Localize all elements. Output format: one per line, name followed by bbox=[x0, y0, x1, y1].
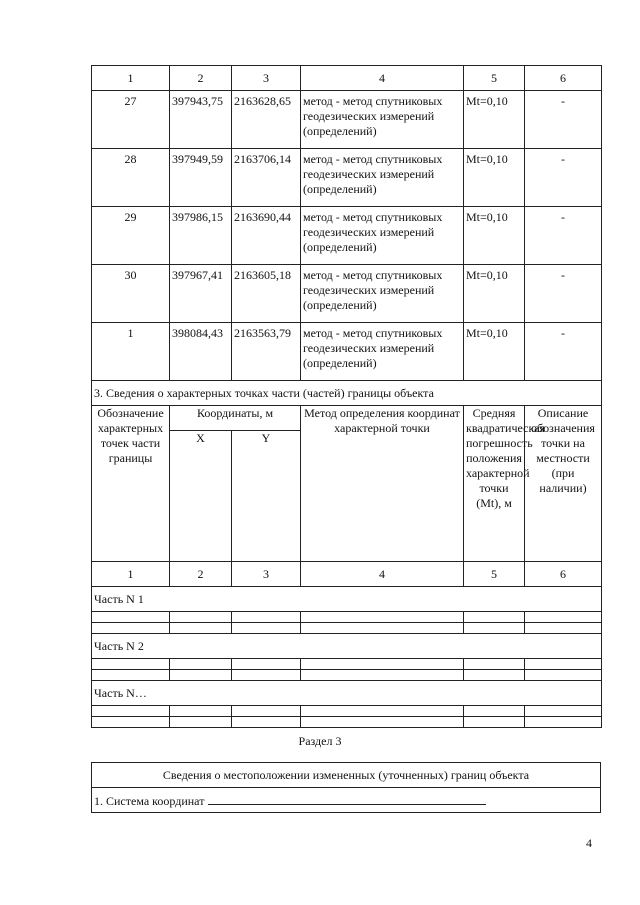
table-row bbox=[92, 323, 602, 381]
column-number-row bbox=[92, 66, 602, 91]
section3-table bbox=[91, 762, 601, 813]
header-y: Y bbox=[232, 431, 301, 562]
description-value: - bbox=[525, 149, 602, 207]
table-row bbox=[92, 265, 602, 323]
error-value: Mt=0,10 bbox=[464, 207, 525, 265]
method-text: метод - метод спутниковых геодезических измерений (определений) bbox=[301, 91, 464, 149]
description-value: - bbox=[525, 265, 602, 323]
empty-row bbox=[92, 623, 602, 634]
part-label: Часть N… bbox=[92, 681, 602, 706]
header-description: Описание обозначения точки на местности (при наличии) bbox=[525, 406, 602, 562]
part-row bbox=[92, 681, 602, 706]
method-text: метод - метод спутниковых геодезических измерений (определений) bbox=[301, 149, 464, 207]
coord-x: 397943,75 bbox=[170, 91, 232, 149]
error-value: Mt=0,10 bbox=[464, 323, 525, 381]
section3-title: 3. Сведения о характерных точках части (частей) границы объекта bbox=[92, 381, 602, 406]
col-num-6: 6 bbox=[525, 562, 602, 587]
coord-x: 397949,59 bbox=[170, 149, 232, 207]
coord-system-cell bbox=[92, 788, 601, 813]
point-number: 1 bbox=[92, 323, 170, 381]
part-row bbox=[92, 634, 602, 659]
point-number: 30 bbox=[92, 265, 170, 323]
section3-title-row bbox=[92, 763, 601, 788]
coord-system-label: 1. Система координат bbox=[94, 793, 205, 808]
point-number: 27 bbox=[92, 91, 170, 149]
col-num-2: 2 bbox=[170, 66, 232, 91]
column-header-row bbox=[92, 406, 602, 431]
error-value: Mt=0,10 bbox=[464, 265, 525, 323]
col-num-5: 5 bbox=[464, 562, 525, 587]
col-num-3: 3 bbox=[232, 562, 301, 587]
page-number: 4 bbox=[586, 836, 592, 850]
section-title-row bbox=[92, 381, 602, 406]
coordinates-table bbox=[91, 65, 602, 728]
coord-system-row bbox=[92, 788, 601, 813]
header-error: Средняя квадратическая погрешность положения характерной точки (Mt), м bbox=[464, 406, 525, 562]
point-number: 29 bbox=[92, 207, 170, 265]
header-x: X bbox=[170, 431, 232, 562]
method-text: метод - метод спутниковых геодезических измерений (определений) bbox=[301, 207, 464, 265]
error-value: Mt=0,10 bbox=[464, 91, 525, 149]
table-row bbox=[92, 207, 602, 265]
error-value: Mt=0,10 bbox=[464, 149, 525, 207]
table-row bbox=[92, 149, 602, 207]
header-method: Метод определения координат характерной точки bbox=[301, 406, 464, 562]
table-row bbox=[92, 91, 602, 149]
col-num-4: 4 bbox=[301, 66, 464, 91]
coord-y: 2163563,79 bbox=[232, 323, 301, 381]
coord-x: 397967,41 bbox=[170, 265, 232, 323]
description-value: - bbox=[525, 207, 602, 265]
col-num-2: 2 bbox=[170, 562, 232, 587]
column-number-row bbox=[92, 562, 602, 587]
empty-row bbox=[92, 706, 602, 717]
part-label: Часть N 2 bbox=[92, 634, 602, 659]
description-value: - bbox=[525, 91, 602, 149]
header-designation: Обозначение характерных точек части границы bbox=[92, 406, 170, 562]
empty-row bbox=[92, 612, 602, 623]
coord-y: 2163706,14 bbox=[232, 149, 301, 207]
part-row bbox=[92, 587, 602, 612]
empty-row bbox=[92, 659, 602, 670]
part-label: Часть N 1 bbox=[92, 587, 602, 612]
coord-system-blank bbox=[208, 792, 486, 805]
col-num-1: 1 bbox=[92, 562, 170, 587]
method-text: метод - метод спутниковых геодезических измерений (определений) bbox=[301, 323, 464, 381]
section3-box-title: Сведения о местоположении измененных (уточненных) границ объекта bbox=[92, 763, 601, 788]
coord-y: 2163628,65 bbox=[232, 91, 301, 149]
point-number: 28 bbox=[92, 149, 170, 207]
method-text: метод - метод спутниковых геодезических измерений (определений) bbox=[301, 265, 464, 323]
col-num-6: 6 bbox=[525, 66, 602, 91]
col-num-5: 5 bbox=[464, 66, 525, 91]
col-num-1: 1 bbox=[92, 66, 170, 91]
coord-x: 398084,43 bbox=[170, 323, 232, 381]
coord-y: 2163690,44 bbox=[232, 207, 301, 265]
coord-y: 2163605,18 bbox=[232, 265, 301, 323]
coord-x: 397986,15 bbox=[170, 207, 232, 265]
section-heading: Раздел 3 bbox=[298, 734, 342, 748]
empty-row bbox=[92, 717, 602, 728]
empty-row bbox=[92, 670, 602, 681]
description-value: - bbox=[525, 323, 602, 381]
col-num-3: 3 bbox=[232, 66, 301, 91]
col-num-4: 4 bbox=[301, 562, 464, 587]
header-coords: Координаты, м bbox=[170, 406, 301, 431]
